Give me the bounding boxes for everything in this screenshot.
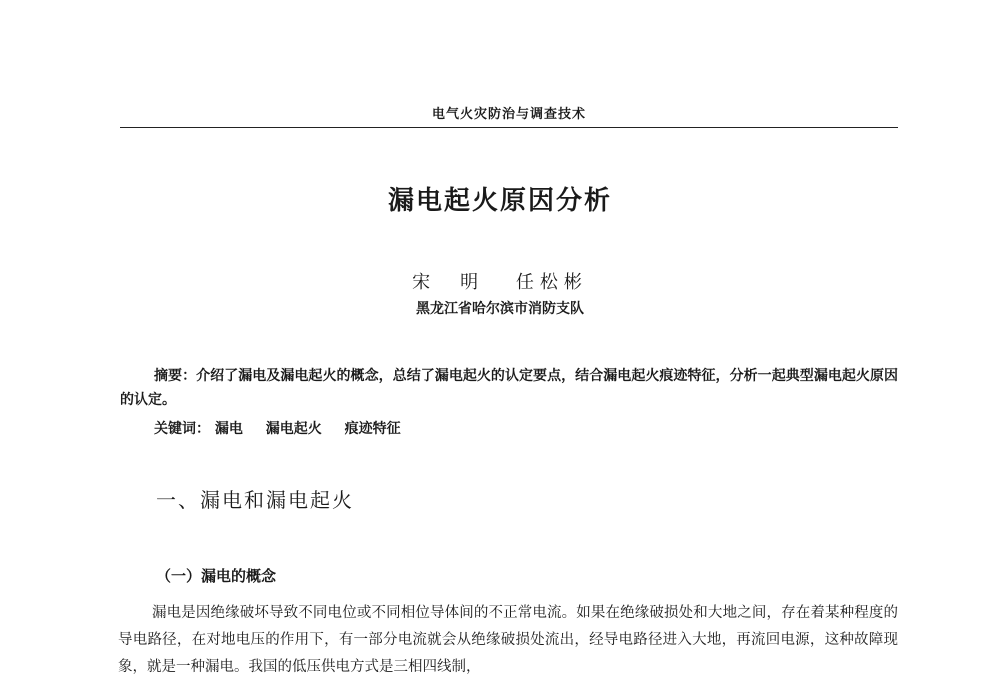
author-1: 宋 明 bbox=[412, 272, 485, 293]
keyword-1: 漏电 bbox=[214, 421, 243, 437]
subsection-heading: （一）漏电的概念 bbox=[156, 567, 277, 585]
abstract-label: 摘要： bbox=[154, 368, 197, 384]
author-2: 任松彬 bbox=[515, 272, 588, 293]
body-paragraph: 漏电是因绝缘破坏导致不同电位或不同相位导体间的不正常电流。如果在绝缘破损处和大地之间，存在着某种程度的导电路径，在对地电压的作用下，有一部分电流就会从绝缘破损处流出，经导电路径进入大地，再流回电源，这种故障现象，就是一种漏电。我国的低压供电方式是三相四线制， bbox=[118, 605, 898, 675]
affiliation: 黑龙江省哈尔滨市消防支队 bbox=[416, 301, 584, 317]
paper-title: 漏电起火原因分析 bbox=[387, 186, 612, 216]
keywords-label: 关键词： bbox=[154, 421, 210, 437]
keyword-3: 痕迹特征 bbox=[344, 421, 401, 437]
abstract-text: 介绍了漏电及漏电起火的概念，总结了漏电起火的认定要点，结合漏电起火痕迹特征，分析一起典型漏电起火原因的认定。 bbox=[120, 368, 899, 408]
section-heading: 一、漏电和漏电起火 bbox=[156, 488, 354, 512]
keyword-2: 漏电起火 bbox=[265, 421, 322, 437]
authors bbox=[0, 268, 1000, 294]
abstract bbox=[120, 364, 898, 412]
keywords bbox=[154, 418, 419, 438]
header-rule bbox=[120, 127, 898, 128]
running-header: 电气火灾防治与调查技术 bbox=[431, 107, 586, 122]
